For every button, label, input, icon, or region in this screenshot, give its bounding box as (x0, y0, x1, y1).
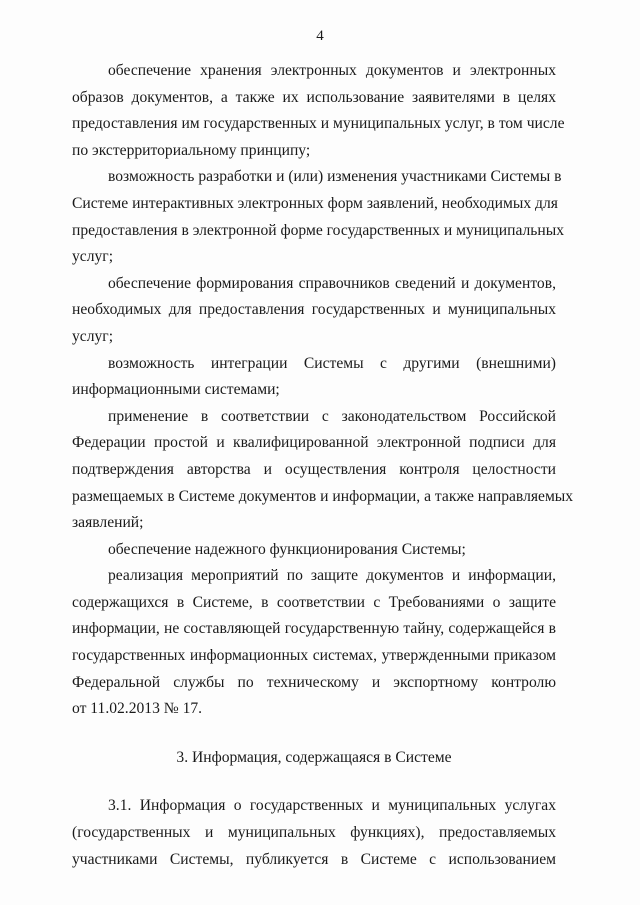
section-heading: 3. Информация, содержащаяся в Системе (176, 748, 452, 766)
page-number: 4 (316, 28, 324, 44)
text-line: Федеральной службы по техническому и экспортному контролю (72, 673, 556, 691)
text-line: применение в соответствии с законодательством Российской (108, 407, 556, 425)
list-paragraphs (72, 58, 574, 723)
text-line: возможность разработки и (или) изменения участниками Системы в (108, 168, 562, 186)
text-line: (государственных и муниципальных функциях), предоставляемых (72, 824, 556, 842)
text-line: подтверждения авторства и осуществления контроля целостности (72, 460, 556, 478)
text-line: обеспечение надежного функционирования Системы; (108, 540, 466, 558)
text-line: от 11.02.2013 № 17. (72, 700, 203, 718)
body-paragraph (72, 537, 556, 564)
body-paragraph (72, 563, 556, 723)
text-line: государственных информационных системах, утвержденными приказом (72, 647, 556, 665)
text-line: услуг; (72, 248, 114, 266)
text-line: Федерации простой и квалифицированной электронной подписи для (72, 434, 556, 452)
body-paragraph (72, 404, 574, 537)
text-line: необходимых для предоставления государственных и муниципальных (72, 301, 556, 319)
text-line: содержащихся в Системе, в соответствии с Требованиями о защите (72, 593, 556, 611)
body-paragraph (72, 351, 556, 404)
text-line: информации, не составляющей государственную тайну, содержащейся в (72, 620, 556, 638)
text-line: услуг; (72, 327, 114, 345)
body-paragraph (72, 164, 565, 270)
body-paragraph (72, 271, 556, 351)
text-line: размещаемых в Системе документов и информации, а также направляемых (72, 487, 574, 505)
text-line: Системе интерактивных электронных форм заявлений, необходимых для (72, 194, 558, 212)
text-line: предоставления им государственных и муниципальных услуг, в том числе (72, 115, 565, 133)
text-line: реализация мероприятий по защите документов и информации, (108, 567, 556, 585)
body-paragraph (72, 58, 565, 164)
text-line: заявлений; (72, 514, 144, 532)
text-line: обеспечение хранения электронных документов и электронных (108, 62, 556, 79)
section-paragraph (72, 793, 556, 873)
text-line: возможность интеграции Системы с другими (внешними) (108, 354, 556, 372)
text-line: информационными системами; (72, 381, 280, 399)
text-line: по экстерриториальному принципу; (72, 141, 311, 159)
text-line: обеспечение формирования справочников сведений и документов, (108, 274, 556, 292)
text-line: образов документов, а также их использование заявителями в целях (72, 88, 556, 106)
text-line: участниками Системы, публикуется в Системе с использованием (72, 850, 556, 868)
text-line: 3.1. Информация о государственных и муниципальных услугах (108, 797, 556, 815)
text-line: предоставления в электронной форме государственных и муниципальных (72, 221, 565, 239)
document-body (72, 58, 574, 873)
section-paragraphs (72, 793, 556, 873)
